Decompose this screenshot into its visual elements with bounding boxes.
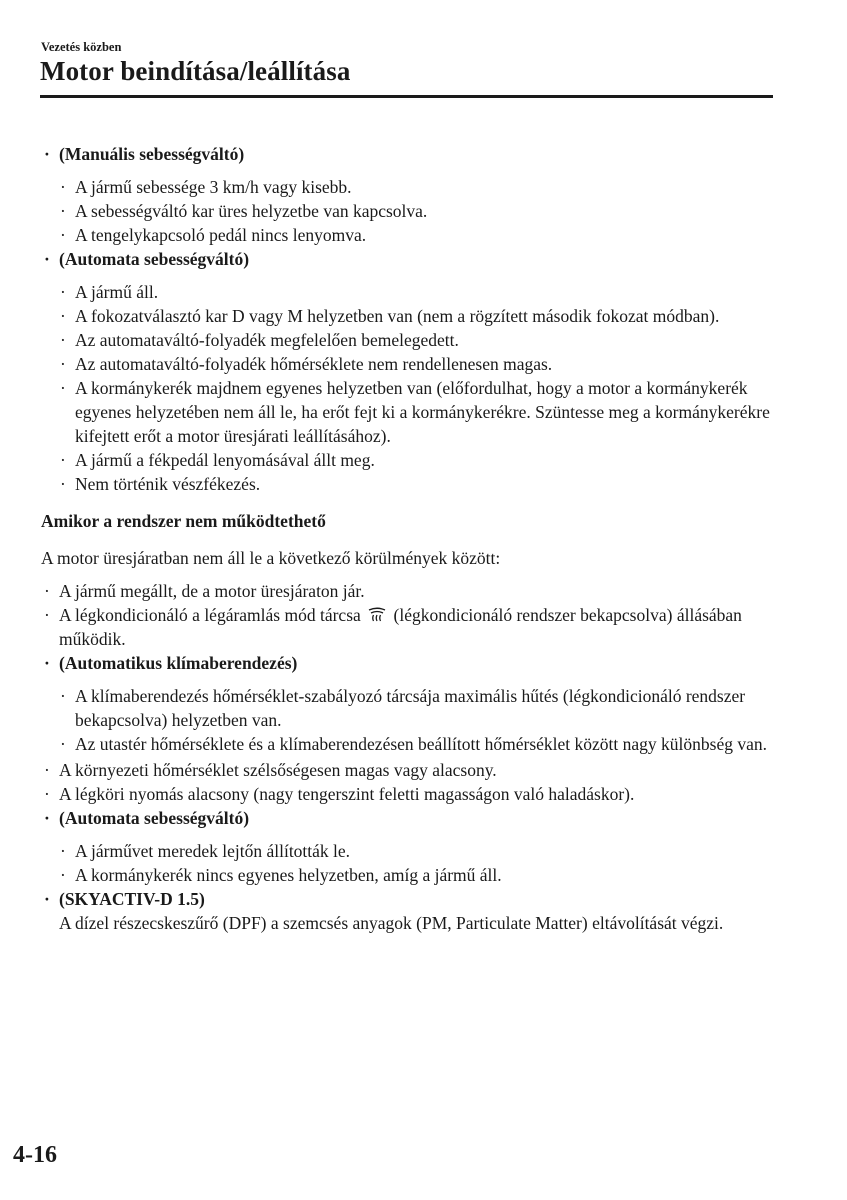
list-item: · A légköri nyomás alacsony (nagy tengerszint feletti magasságon való haladáskor). <box>44 784 635 804</box>
list-item: · A fokozatválasztó kar D vagy M helyzetben van (nem a rögzített második fokozat módban). <box>60 306 720 326</box>
list-item: · A légkondicionáló a légáramlás mód tárcsa (légkondicionáló rendszer bekapcsolva) állásában működik. <box>44 605 742 649</box>
list-heading: · (Automata sebességváltó) <box>44 249 250 269</box>
subsection-heading: Amikor a rendszer nem működtethető <box>41 511 326 531</box>
list-item: · Az automataváltó-folyadék megfelelően bemelegedett. <box>60 330 459 350</box>
sub-list <box>41 839 781 887</box>
list-item: · A jármű megállt, de a motor üresjáraton jár. <box>44 581 365 601</box>
condition-list <box>41 579 781 675</box>
list-item: · A környezeti hőmérséklet szélsőségesen magas vagy alacsony. <box>44 760 497 780</box>
list-item: · A tengelykapcsoló pedál nincs lenyomva. <box>60 225 367 245</box>
list-item: · A jármű sebessége 3 km/h vagy kisebb. <box>60 177 352 197</box>
list-heading: · (SKYACTIV-D 1.5) <box>44 889 205 909</box>
list-heading: · (Automatikus klímaberendezés) <box>44 653 298 673</box>
list-item: · Nem történik vészfékezés. <box>60 474 261 494</box>
list-item: · A kormánykerék majdnem egyenes helyzetben van (előfordulhat, hogy a motor a kormánykerék egyenes helyzetében nem áll le, ha erőt fejt ki a kormánykerékre. Szüntesse meg a kormánykerékre kifejtett erőt a motor üresjárati leállításához). <box>60 378 770 446</box>
intro-paragraph: A motor üresjáratban nem áll le a következő körülmények között: <box>41 548 501 568</box>
list-item: · A kormánykerék nincs egyenes helyzetben, amíg a jármű áll. <box>60 865 502 885</box>
list-item: · A jármű a fékpedál lenyomásával állt meg. <box>60 450 375 470</box>
sub-list <box>41 280 781 496</box>
page-number: 4-16 <box>13 1142 57 1168</box>
sub-list <box>41 175 781 247</box>
section-label: Vezetés közben <box>41 40 122 54</box>
title-rule <box>40 95 773 98</box>
list-item: · Az utastér hőmérséklete és a klímaberendezésen beállított hőmérséklet között nagy különbség van. <box>60 734 767 754</box>
list-item: · A jármű áll. <box>60 282 159 302</box>
sub-list <box>41 684 781 756</box>
list-item: · A sebességváltó kar üres helyzetbe van kapcsolva. <box>60 201 428 221</box>
list-heading: · (Automata sebességváltó) <box>44 808 250 828</box>
defrost-fan-icon <box>367 607 387 623</box>
page-title: Motor beindítása/leállítása <box>40 56 351 86</box>
list-item: · A járművet meredek lejtőn állították le. <box>60 841 351 861</box>
condition-list <box>41 758 781 830</box>
list-item: · Az automataváltó-folyadék hőmérséklete nem rendellenesen magas. <box>60 354 553 374</box>
list-heading: · (Manuális sebességváltó) <box>44 144 245 164</box>
skyactiv-paragraph: A dízel részecskeszűrő (DPF) a szemcsés anyagok (PM, Particulate Matter) eltávolítását végzi. <box>59 913 724 933</box>
list-item: · A klímaberendezés hőmérséklet-szabályozó tárcsája maximális hűtés (légkondicionáló rendszer bekapcsolva) helyzetben van. <box>60 686 746 730</box>
condition-list <box>41 887 781 935</box>
page-body <box>41 142 781 935</box>
